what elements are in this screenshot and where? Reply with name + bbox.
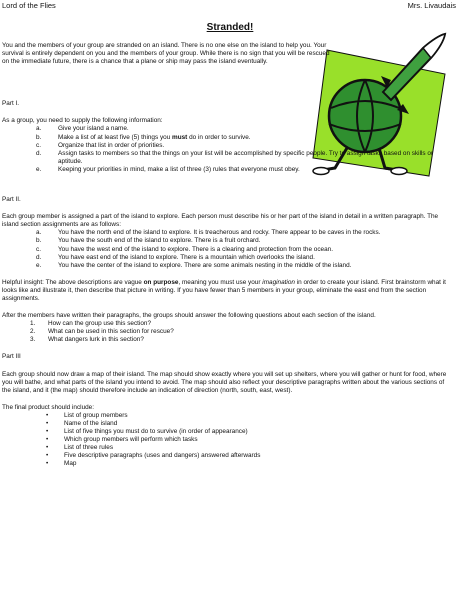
part-1-section [2,100,454,174]
part-3-paragraph: Each group should now draw a map of their island. The map should show exactly where you will set up shelters, where you will gather or hunt for food, where you will bathe, and what parts of the island you intend to avoid. The map should also reflect your descriptive paragraphs written about the various sections of the island, and it (the map) should therefore include an indication of direction (north, south, east, west). [2,370,447,394]
list-item-label: c. [36,141,41,149]
document-body [2,42,454,469]
list-item [2,134,454,142]
list-item-text: Which group members will perform which tasks [64,436,198,444]
part-1-lead: As a group, you need to supply the following information: [2,117,163,125]
list-item-text: List of five things you must do to survive (in order of appearance) [64,428,248,436]
list-item-label: e. [36,261,42,269]
list-item-label: a. [36,125,42,133]
intro-paragraph: You and the members of your group are stranded on an island. There is no one else on the island to help you. Your survival is entirely dependent on you and the members of your group. While there is no sign that you will be rescued on the immediate future, there is a chance that a plane or ship may pass the island eventually. [2,42,330,66]
list-item [2,428,454,436]
list-item [2,237,454,245]
bullet-icon: • [46,411,49,419]
list-item-label: 3. [30,336,36,344]
list-item [2,254,454,262]
list-item-text: Make a list of at least five (5) things you [58,133,173,141]
questions-list [2,320,454,344]
list-item-label: a. [36,229,42,237]
list-item [2,262,454,270]
bullet-icon: • [46,428,49,436]
list-item-text: Give your island a name. [58,125,129,133]
insight-text-end: in order to create your island. First brainstorm what it looks like and illustrate it, then describe that picture in writing. If you have fewer than 5 members in your group, eliminate the east end from the section assignments. [2,278,446,302]
final-product-list [2,412,454,469]
part-3-section [2,353,454,468]
list-item [2,420,454,428]
list-item-bold: must [172,133,188,141]
list-item-label: e. [36,165,42,173]
list-item [2,166,454,174]
list-item [2,336,454,344]
list-item-text: List of three rules [64,444,114,452]
after-paragraph: After the members have written their paragraphs, the groups should answer the following questions about each section of the island. [2,312,376,320]
list-item-text-end: do in order to survive. [187,133,251,141]
list-item [2,229,454,237]
part-1-heading: Part I. [2,100,20,108]
list-item-label: d. [36,149,42,157]
list-item-text: Assign tasks to members so that the things on your list will be accomplished by specific people. Try to assign tasks based on skills or aptitude. [58,149,434,165]
list-item-text: You have the west end of the island to explore. There is a clearing and protection from the ocean. [58,245,333,253]
part-2-heading: Part II. [2,196,21,204]
list-item [2,246,454,254]
insight-text: Helpful insight: The above descriptions are vague [2,278,144,286]
list-item-text: What dangers lurk in this section? [48,336,144,344]
list-item-text: Map [64,460,77,468]
page-title: Stranded! [206,22,254,33]
bullet-icon: • [46,460,49,468]
list-item-label: b. [36,133,42,141]
part-2-section [2,196,454,344]
list-item-text: You have the center of the island to explore. There are some animals nesting in the middle of the island. [58,261,352,269]
header-teacher: Mrs. Livaudais [407,1,456,10]
list-item-text: What can be used in this section for rescue? [48,328,174,336]
list-item-label: d. [36,253,42,261]
list-item-label: b. [36,237,42,245]
list-item [2,328,454,336]
list-item [2,142,454,150]
list-item-text: Organize that list in order of priorities. [58,141,165,149]
list-item [2,320,454,328]
final-lead: The final product should include: [2,403,95,411]
list-item [2,125,454,133]
list-item [2,452,454,460]
part-2-lead: Each group member is assigned a part of the island to explore. Each person must describe his or her part of the island in detail in a written paragraph. The island section assignments are as follows: [2,213,439,229]
bullet-icon: • [46,420,49,427]
list-item-text: Name of the island [64,420,118,427]
part-1-list [2,125,454,174]
bullet-icon: • [46,452,49,460]
list-item [2,150,454,166]
list-item-label: 2. [30,328,36,336]
list-item-text: You have the north end of the island to explore. It is treacherous and rocky. There appear to be caves in the rocks. [58,229,381,237]
list-item [2,460,454,468]
header-course: Lord of the Flies [2,1,56,10]
list-item-label: 1. [30,320,36,328]
insight-bold: on purpose [143,278,179,286]
part-3-heading: Part III [2,353,21,361]
bullet-icon: • [46,444,49,452]
list-item [2,444,454,452]
list-item-text: You have the south end of the island to explore. There is a fruit orchard. [58,237,261,245]
bullet-icon: • [46,436,49,444]
insight-italic: imagination [262,278,295,286]
list-item-text: You have east end of the island to explore. There is a mountain which overlooks the island. [58,253,315,261]
part-2-list [2,229,454,269]
list-item-text: Five descriptive paragraphs (uses and dangers) answered afterwards [64,452,261,460]
list-item-text: List of group members [64,411,128,419]
list-item-label: c. [36,245,41,253]
list-item [2,412,454,420]
list-item [2,436,454,444]
helpful-insight [2,279,454,303]
list-item-text: Keeping your priorities in mind, make a list of three (3) rules that everyone must obey. [58,165,300,173]
list-item-text: How can the group use this section? [48,320,152,328]
insight-text-mid: , meaning you must use your [178,278,263,286]
